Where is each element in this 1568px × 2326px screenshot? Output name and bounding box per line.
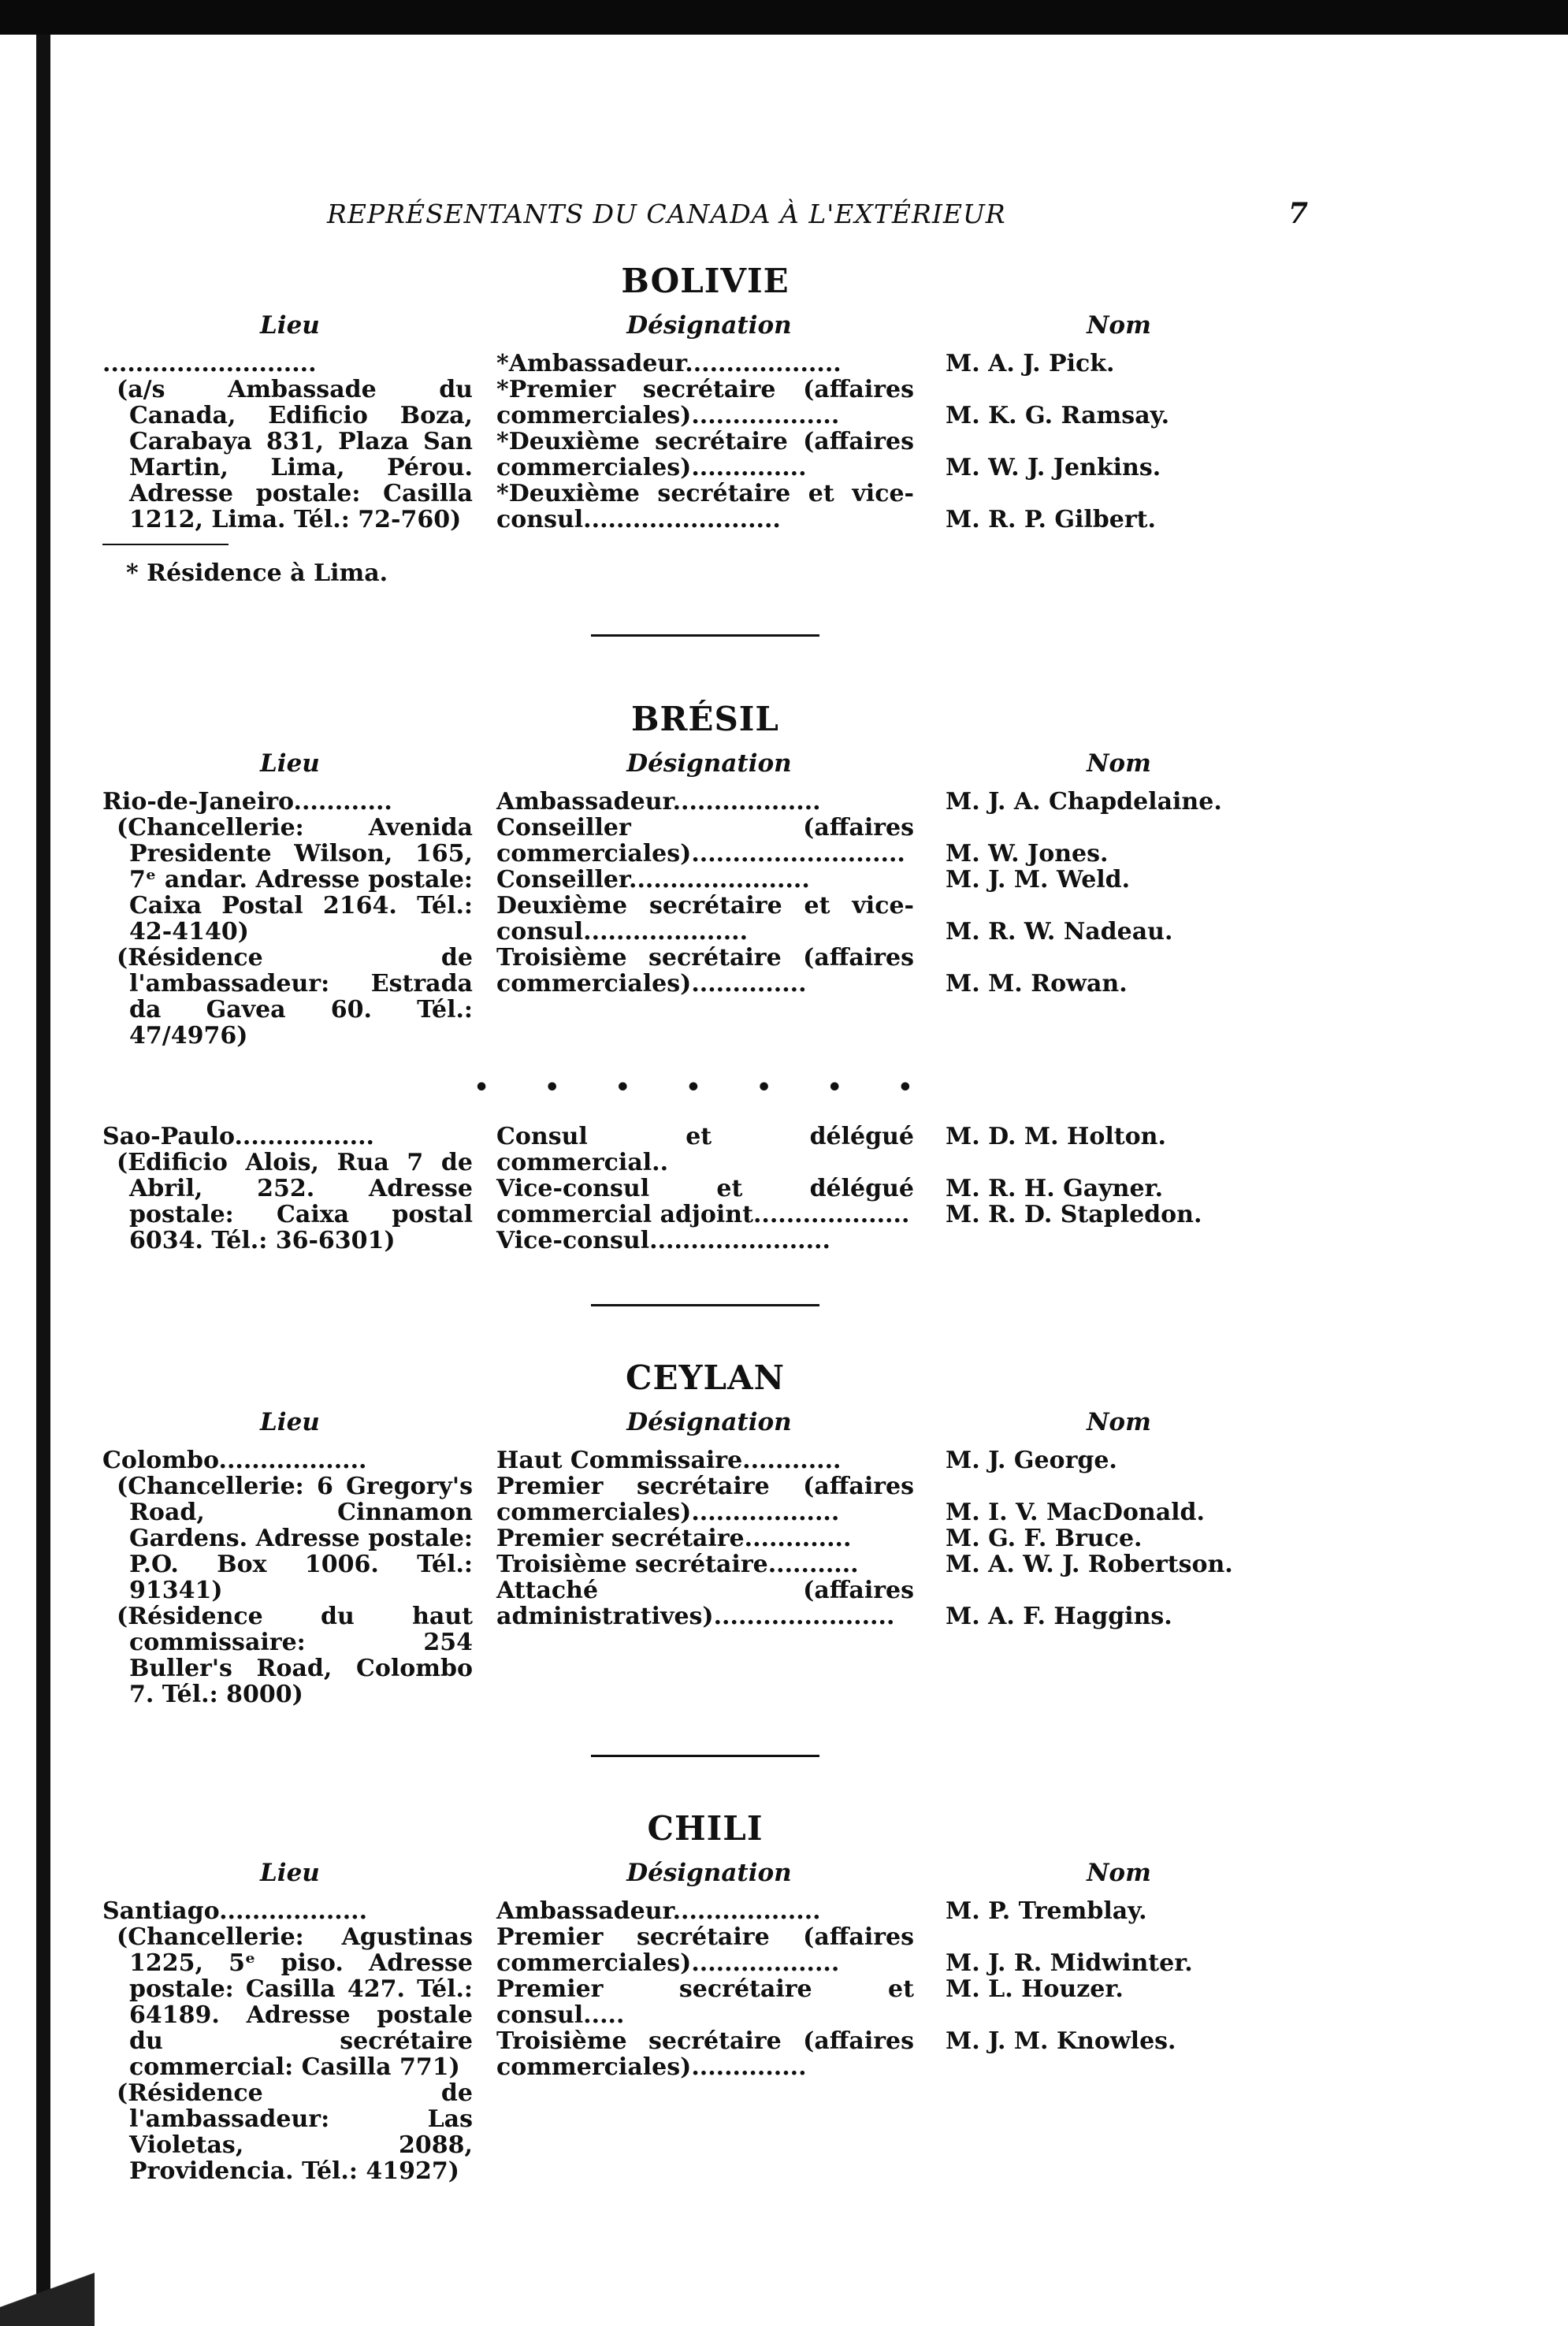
residence: (Résidence du haut commissaire: 254 Buller's Road, Colombo 7. Tél.: 8000): [117, 1603, 473, 1708]
person-name: M. P. Tremblay.: [946, 1897, 1147, 1925]
col-designation: Désignation: [626, 749, 792, 778]
designation: Premier secrétaire.............: [496, 1525, 852, 1552]
col-lieu: Lieu: [260, 1859, 320, 1887]
designation: Vice-consul......................: [496, 1227, 830, 1254]
entry-table: [102, 789, 1308, 1049]
person-name: M. J. George.: [946, 1447, 1117, 1474]
address: (Chancellerie: Avenida Presidente Wilson, 165, 7ᵉ andar. Adresse postale: Caixa Postal 2164. Tél.: 42-4140): [117, 814, 473, 946]
column-headers: [102, 311, 1308, 340]
footnote-rule: [102, 544, 229, 545]
designation: Premier secrétaire (affaires commerciales)..................: [496, 1473, 914, 1526]
designation: *Deuxième secrétaire et vice-consul........................: [496, 480, 914, 533]
col-lieu: Lieu: [260, 749, 320, 778]
designation: Premier secrétaire (affaires commerciales)..................: [496, 1923, 914, 1977]
person-name: M. A. J. Pick.: [946, 350, 1115, 377]
col-nom: Nom: [1087, 311, 1151, 340]
col-designation: Désignation: [626, 1408, 792, 1436]
section-bolivie: [102, 262, 1308, 587]
designation: Attaché (affaires administratives)......................: [496, 1577, 914, 1630]
running-title: REPRÉSENTANTS DU CANADA À L'EXTÉRIEUR: [327, 199, 1006, 229]
address: (Edificio Alois, Rua 7 de Abril, 252. Adresse postale: Caixa postal 6034. Tél.: 36-6301): [117, 1149, 473, 1254]
nom-cell: [930, 1124, 1308, 1254]
country-heading: CEYLAN: [626, 1358, 785, 1397]
country-heading: BRÉSIL: [631, 700, 779, 738]
nom-cell: [930, 1898, 1308, 2184]
col-nom: Nom: [1087, 749, 1151, 778]
country-heading: CHILI: [647, 1809, 764, 1848]
residence: (Résidence de l'ambassadeur: Las Violetas, 2088, Providencia. Tél.: 41927): [117, 2079, 473, 2185]
col-nom: Nom: [1087, 1408, 1151, 1436]
address: (Chancellerie: 6 Gregory's Road, Cinnamon Gardens. Adresse postale: P.O. Box 1006. Tél.: 91341): [117, 1473, 473, 1604]
designation: Ambassadeur..................: [496, 788, 821, 816]
col-designation: Désignation: [626, 311, 792, 340]
designation: Deuxième secrétaire et vice-consul....................: [496, 892, 914, 946]
scan-border-top: [0, 0, 1568, 35]
nom-cell: [930, 351, 1308, 533]
person-name: M. J. R. Midwinter.: [946, 1949, 1193, 1977]
col-designation: Désignation: [626, 1859, 792, 1887]
ellipsis-dots: • • • • • • •: [474, 1074, 937, 1102]
designation: Conseiller......................: [496, 866, 810, 894]
scan-shadow: [0, 2271, 95, 2326]
entry-table: [102, 1898, 1308, 2184]
person-name: M. R. D. Stapledon.: [946, 1201, 1202, 1228]
section-divider: [591, 634, 819, 637]
designation-cell: [489, 351, 930, 533]
section-chili: [102, 1809, 1308, 2184]
person-name: M. R. W. Nadeau.: [946, 918, 1173, 946]
address: (a/s Ambassade du Canada, Edificio Boza, Carabaya 831, Plaza San Martin, Lima, Pérou. Adresse postale: Casilla 1212, Lima. Tél.: 72-760): [117, 376, 473, 533]
col-lieu: Lieu: [260, 1408, 320, 1436]
column-headers: [102, 749, 1308, 778]
nom-cell: [930, 789, 1308, 1049]
running-header: [102, 197, 1308, 230]
place-name: Santiago..................: [102, 1897, 368, 1925]
person-name: M. R. H. Gayner.: [946, 1175, 1164, 1202]
lieu-cell: [102, 351, 489, 533]
column-headers: [102, 1859, 1308, 1887]
designation: *Deuxième secrétaire (affaires commerciales)..............: [496, 428, 914, 481]
designation: Vice-consul et délégué commercial adjoint...................: [496, 1175, 914, 1228]
entry-table: [102, 1447, 1308, 1707]
place-name: Colombo..................: [102, 1447, 367, 1474]
lieu-cell: [102, 1447, 489, 1707]
person-name: M. J. A. Chapdelaine.: [946, 788, 1222, 816]
person-name: M. G. F. Bruce.: [946, 1525, 1143, 1552]
place-name: ..........................: [102, 350, 317, 377]
country-heading: BOLIVIE: [621, 262, 790, 300]
page: [102, 197, 1308, 2184]
designation: *Ambassadeur...................: [496, 350, 842, 377]
person-name: M. W. J. Jenkins.: [946, 454, 1161, 481]
person-name: M. K. G. Ramsay.: [946, 402, 1170, 429]
designation: *Premier secrétaire (affaires commerciales)..................: [496, 376, 914, 429]
section-divider: [591, 1755, 819, 1757]
person-name: M. D. M. Holton.: [946, 1123, 1166, 1150]
person-name: M. J. M. Weld.: [946, 866, 1131, 894]
designation: Troisième secrétaire...........: [496, 1551, 859, 1578]
person-name: M. A. F. Haggins.: [946, 1603, 1172, 1630]
designation: Ambassadeur..................: [496, 1897, 821, 1925]
place-name: Sao-Paulo.................: [102, 1123, 374, 1150]
entry-table: [102, 351, 1308, 533]
lieu-cell: [102, 1124, 489, 1254]
section-ceylan: [102, 1358, 1308, 1707]
designation: Troisième secrétaire (affaires commerciales)..............: [496, 944, 914, 998]
place-name: Rio-de-Janeiro............: [102, 788, 392, 816]
page-number: 7: [1287, 197, 1308, 230]
scan-border-left: [0, 35, 50, 2326]
designation-cell: [489, 1898, 930, 2184]
person-name: M. M. Rowan.: [946, 970, 1128, 998]
person-name: M. W. Jones.: [946, 840, 1109, 868]
address: (Chancellerie: Agustinas 1225, 5ᵉ piso. Adresse postale: Casilla 427. Tél.: 64189. Adresse postale du secrétaire commercial: Casilla 771): [117, 1923, 473, 2081]
designation-cell: [489, 1124, 930, 1254]
col-lieu: Lieu: [260, 311, 320, 340]
designation: Haut Commissaire............: [496, 1447, 842, 1474]
person-name: M. I. V. MacDonald.: [946, 1499, 1205, 1526]
entry-table: [102, 1124, 1308, 1254]
person-name: M. R. P. Gilbert.: [946, 506, 1156, 533]
lieu-cell: [102, 1898, 489, 2184]
designation-cell: [489, 789, 930, 1049]
nom-cell: [930, 1447, 1308, 1707]
designation-cell: [489, 1447, 930, 1707]
section-bresil: [102, 700, 1308, 1254]
col-nom: Nom: [1087, 1859, 1151, 1887]
person-name: M. L. Houzer.: [946, 1975, 1124, 2003]
person-name: M. A. W. J. Robertson.: [946, 1551, 1233, 1578]
designation: Conseiller (affaires commerciales)..........................: [496, 814, 914, 868]
section-divider: [591, 1304, 819, 1306]
residence: (Résidence de l'ambassadeur: Estrada da Gavea 60. Tél.: 47/4976): [117, 944, 473, 1050]
footnote: * Résidence à Lima.: [126, 559, 388, 587]
lieu-cell: [102, 789, 489, 1049]
column-headers: [102, 1408, 1308, 1436]
designation: Premier secrétaire et consul.....: [496, 1975, 914, 2029]
designation: Consul et délégué commercial..: [496, 1123, 914, 1176]
designation: Troisième secrétaire (affaires commerciales)..............: [496, 2027, 914, 2081]
person-name: M. J. M. Knowles.: [946, 2027, 1176, 2055]
